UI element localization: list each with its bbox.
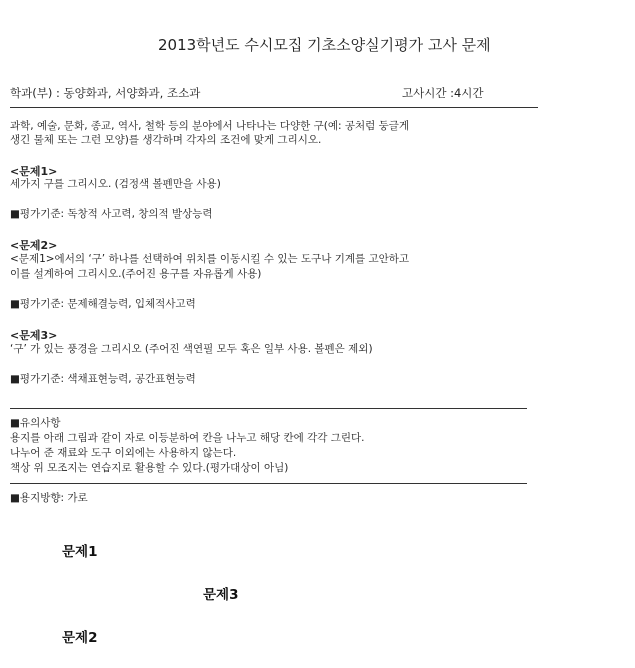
q2-body-1: <문제1>에서의 ‘구’ 하나를 선택하여 위치를 이동시킬 수 있는 도구나 기계를 고안하고 — [10, 253, 410, 265]
notes-heading: ■유의사항 — [10, 417, 61, 429]
q2-criteria: ■평가기준: 문제해결능력, 입체적사고력 — [10, 298, 196, 310]
q2-heading: <문제2> — [10, 239, 58, 252]
intro-line-2: 생긴 물체 또는 그런 모양)를 생각하며 각자의 조건에 맞게 그리시오. — [10, 134, 322, 146]
q3-body: ‘구’ 가 있는 풍경을 그리시오 (주어진 색연필 모두 혹은 일부 사용. 볼펜은 제외) — [10, 343, 373, 355]
q1-body: 세가지 구를 그리시오. (검정색 볼펜만을 사용) — [10, 178, 221, 190]
q3-criteria: ■평가기준: 색채표현능력, 공간표현능력 — [10, 373, 196, 385]
notes-top-divider — [10, 408, 527, 409]
q1-criteria: ■평가기준: 독창적 사고력, 창의적 발상능력 — [10, 208, 213, 220]
q1-heading: <문제1> — [10, 165, 58, 178]
page-title: 2013학년도 수시모집 기초소양실기평가 고사 문제 — [158, 36, 491, 54]
paper-orientation: ■용지방향: 가로 — [10, 492, 88, 504]
note-line-3: 책상 위 모조지는 연습지로 활용할 수 있다.(평가대상이 아님) — [10, 462, 289, 474]
note-line-2: 나누어 준 재료와 도구 이외에는 사용하지 않는다. — [10, 447, 237, 459]
q3-heading: <문제3> — [10, 329, 58, 342]
department-line: 학과(부) : 동양화과, 서양화과, 조소과 — [10, 86, 201, 100]
sheet-label-q3: 문제3 — [203, 587, 239, 603]
exam-time: 고사시간 :4시간 — [402, 86, 484, 100]
note-line-1: 용지를 아래 그림과 같이 자로 이등분하여 칸을 나누고 해당 칸에 각각 그린다. — [10, 432, 365, 444]
q2-body-2: 이를 설계하여 그리시오.(주어진 용구를 자유롭게 사용) — [10, 268, 262, 280]
header-divider — [10, 107, 538, 108]
intro-line-1: 과학, 예술, 문화, 종교, 역사, 철학 등의 분야에서 나타나는 다양한 구(예: 공처럼 둥글게 — [10, 120, 410, 132]
sheet-label-q1: 문제1 — [62, 544, 98, 560]
sheet-label-q2: 문제2 — [62, 630, 98, 646]
notes-bottom-divider — [10, 483, 527, 484]
